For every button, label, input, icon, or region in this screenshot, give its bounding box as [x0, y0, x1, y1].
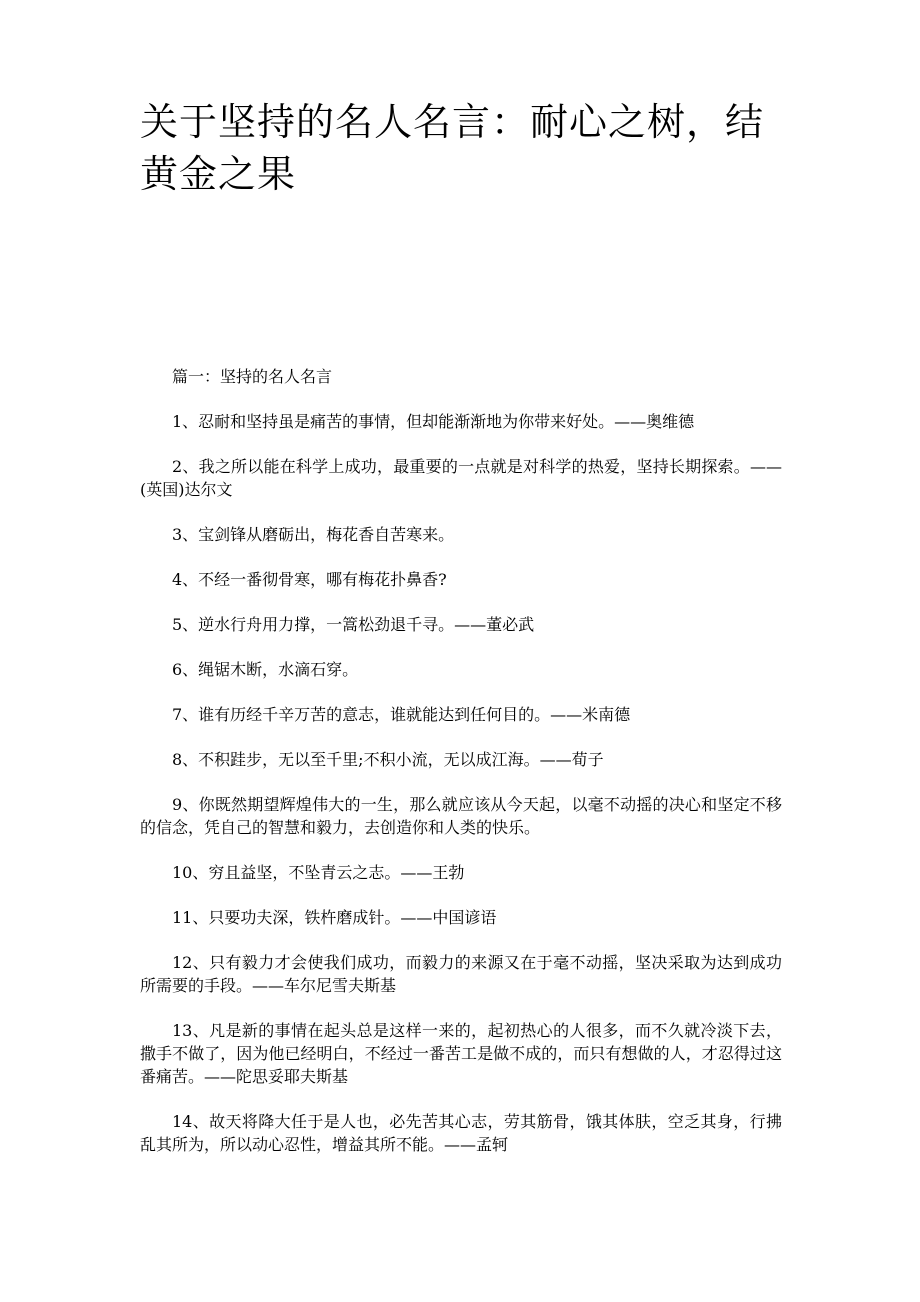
quote-paragraph: 4、不经一番彻骨寒，哪有梅花扑鼻香?: [172, 570, 447, 589]
quote-paragraph: 11、只要功夫深，铁杵磨成针。——中国谚语: [172, 908, 497, 927]
quote-paragraph: 6、绳锯木断，水滴石穿。: [172, 660, 359, 679]
quote-paragraph: 14、故天将降大任于是人也，必先苦其心志，劳其筋骨，饿其体肤，空乏其身，行拂乱其所为，所以动心忍性，增益其所不能。——孟轲: [140, 1112, 782, 1154]
quote-paragraph: 5、逆水行舟用力撑，一篙松劲退千寻。——董必武: [172, 615, 535, 634]
quote-paragraph: 8、不积跬步，无以至千里;不积小流，无以成江海。——荀子: [172, 750, 604, 769]
document-title: 关于坚持的名人名言：耐心之树，结黄金之果: [140, 100, 765, 196]
quote-paragraph: 12、只有毅力才会使我们成功，而毅力的来源又在于毫不动摇，坚决采取为达到成功所需要的手段。——车尔尼雪夫斯基: [140, 953, 782, 995]
quote-paragraph: 9、你既然期望辉煌伟大的一生，那么就应该从今天起，以毫不动摇的决心和坚定不移的信念，凭自己的智慧和毅力，去创造你和人类的快乐。: [140, 795, 782, 837]
quote-paragraph: 10、穷且益坚，不坠青云之志。——王勃: [172, 863, 465, 882]
quote-paragraph: 7、谁有历经千辛万苦的意志，谁就能达到任何目的。——米南德: [172, 705, 631, 724]
section-heading: 篇一：坚持的名人名言: [172, 367, 333, 386]
quote-paragraph: 2、我之所以能在科学上成功，最重要的一点就是对科学的热爱，坚持长期探索。——(英国)达尔文: [140, 457, 782, 499]
quote-paragraph: 3、宝剑锋从磨砺出，梅花香自苦寒来。: [172, 525, 455, 544]
document-body: [140, 365, 782, 1178]
quote-paragraph: 13、凡是新的事情在起头总是这样一来的，起初热心的人很多，而不久就冷淡下去，撒手不做了，因为他已经明白，不经过一番苦工是做不成的，而只有想做的人，才忍得过这番痛苦。——陀思妥耶夫斯基: [140, 1021, 782, 1086]
quote-paragraph: 1、忍耐和坚持虽是痛苦的事情，但却能渐渐地为你带来好处。——奥维德: [172, 412, 695, 431]
